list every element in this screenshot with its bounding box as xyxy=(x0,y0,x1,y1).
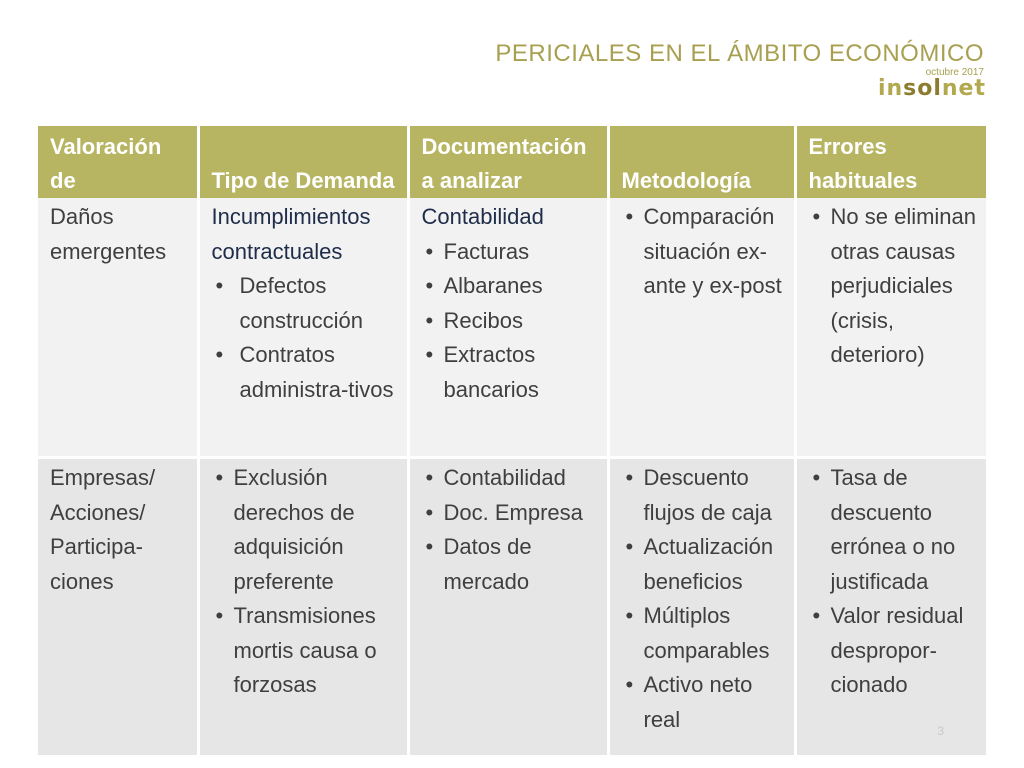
cell-tipo-demanda xyxy=(198,458,408,756)
list-item: • Facturas xyxy=(422,235,603,270)
list-item: • Albaranes xyxy=(422,269,603,304)
header-documentacion: Documentación a analizar xyxy=(408,126,608,198)
cell-documentacion xyxy=(408,458,608,756)
valoracion-text: Daños emergentes xyxy=(50,204,167,264)
cell-valoracion xyxy=(38,458,198,756)
cell-errores xyxy=(795,198,986,458)
cell-metodologia xyxy=(608,198,795,458)
cell-errores xyxy=(795,458,986,756)
slide-date: octubre 2017 xyxy=(925,67,984,78)
logo-part-1: in xyxy=(877,76,904,101)
list-item: • Actualización beneficios xyxy=(622,530,790,599)
valoracion-text: Empresas/ Acciones/ Participa-ciones xyxy=(50,465,156,594)
list-item: • Doc. Empresa xyxy=(422,496,603,531)
list-item: • Exclusión derechos de adquisición preferente xyxy=(212,461,403,599)
list-item: • Defectos construcción xyxy=(212,269,403,338)
header-valoracion: Valoración de xyxy=(38,126,198,198)
list-item: • Transmisiones mortis causa o forzosas xyxy=(212,599,403,703)
list-item: • Descuento flujos de caja xyxy=(622,461,790,530)
list-item: • Activo neto real xyxy=(622,668,790,737)
logo-part-3: net xyxy=(941,76,986,101)
doc-heading: Contabilidad xyxy=(421,204,544,229)
list-item: • Contratos administra-tivos xyxy=(212,338,403,407)
list-item: • Comparación situación ex-ante y ex-post xyxy=(622,200,790,304)
page-number: 3 xyxy=(937,724,944,738)
cell-tipo-demanda xyxy=(198,198,408,458)
cell-documentacion xyxy=(408,198,608,458)
logo-part-2: sol xyxy=(903,76,942,101)
list-item: • Extractos bancarios xyxy=(422,338,603,407)
table-row xyxy=(38,198,986,458)
valuation-table xyxy=(38,126,986,755)
list-item: • Múltiplos comparables xyxy=(622,599,790,668)
list-item: • Tasa de descuento errónea o no justificada xyxy=(809,461,983,599)
header-errores: Errores habituales xyxy=(795,126,986,198)
tipo-heading: Incumplimientos contractuales xyxy=(211,204,371,264)
table-header-row xyxy=(38,126,986,198)
slide-title: PERICIALES EN EL ÁMBITO ECONÓMICO xyxy=(495,40,984,67)
header-tipo-demanda: Tipo de Demanda xyxy=(198,126,408,198)
cell-valoracion xyxy=(38,198,198,458)
insolnet-logo xyxy=(878,76,986,101)
header-metodologia: Metodología xyxy=(608,126,795,198)
list-item: • Recibos xyxy=(422,304,603,339)
table-row xyxy=(38,458,986,756)
list-item: • Valor residual despropor-cionado xyxy=(809,599,983,703)
cell-metodologia xyxy=(608,458,795,756)
list-item: • Datos de mercado xyxy=(422,530,603,599)
list-item: • Contabilidad xyxy=(422,461,603,496)
list-item: • No se eliminan otras causas perjudiciales (crisis, deterioro) xyxy=(809,200,983,373)
